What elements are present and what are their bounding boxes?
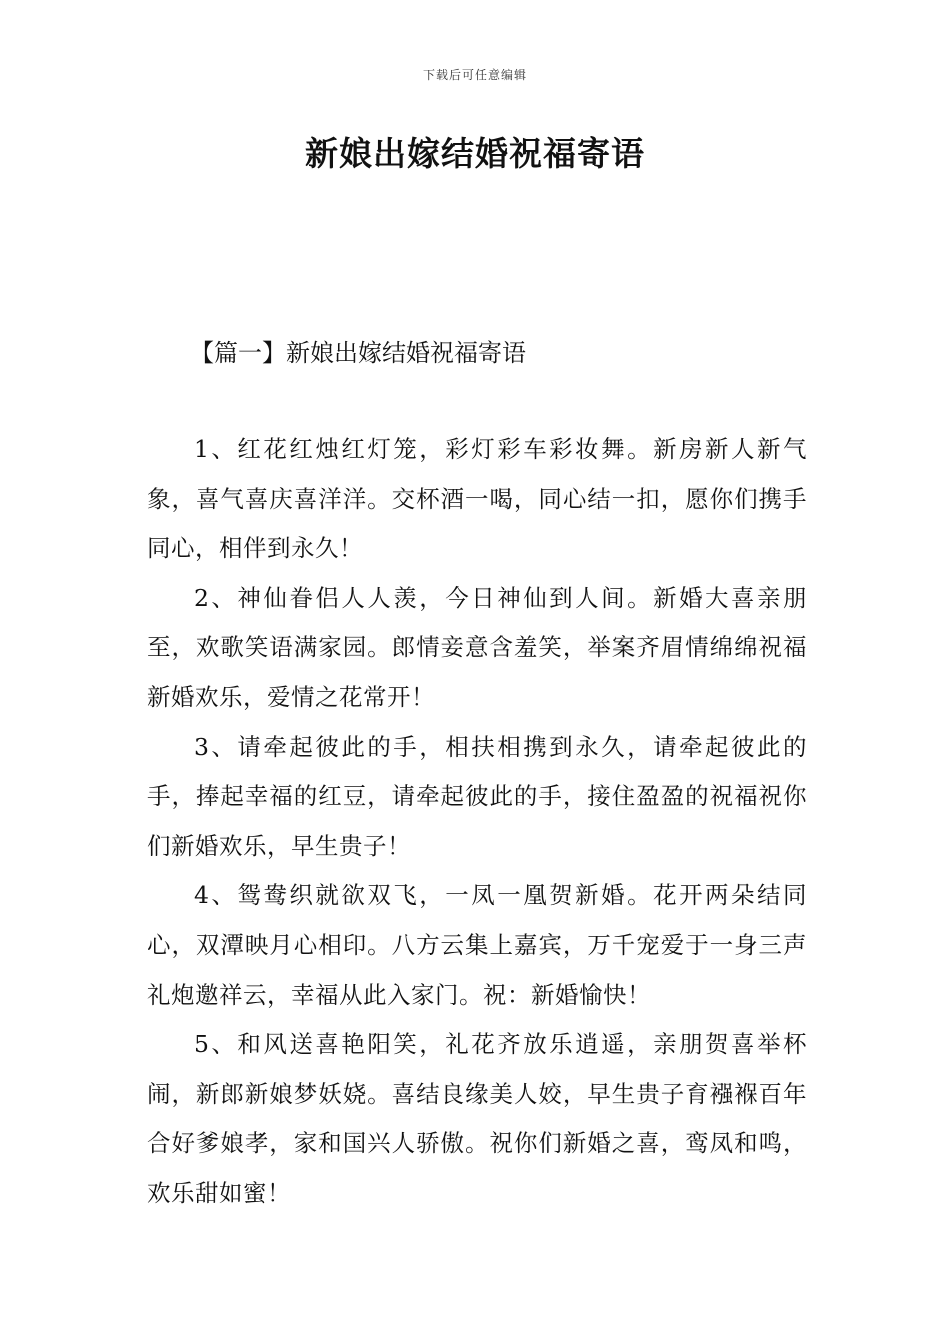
header-note: 下载后可任意编辑	[422, 68, 527, 82]
paragraph: 2、神仙眷侣人人羡，今日神仙到人间。新婚大喜亲朋至，欢歌笑语满家园。郎情妾意含羞笑，举案齐眉情绵绵祝福新婚欢乐，爱情之花常开！	[147, 583, 807, 711]
paragraph: 4、鸳鸯织就欲双飞，一凤一凰贺新婚。花开两朵结同心，双潭映月心相印。八方云集上嘉宾，万千宠爱于一身三声礼炮邀祥云，幸福从此入家门。祝：新婚愉快！	[147, 881, 807, 1009]
paragraph: 1、红花红烛红灯笼，彩灯彩车彩妆舞。新房新人新气象，喜气喜庆喜洋洋。交杯酒一喝，同心结一扣，愿你们携手同心，相伴到永久！	[147, 435, 807, 563]
section-heading: 【篇一】新娘出嫁结婚祝福寄语	[190, 339, 526, 367]
paragraph: 5、和风送喜艳阳笑，礼花齐放乐逍遥，亲朋贺喜举杯闹，新郎新娘梦妖娆。喜结良缘美人姣，早生贵子育襁褓百年合好爹娘孝，家和国兴人骄傲。祝你们新婚之喜，鸾凤和鸣，欢乐甜如蜜！	[147, 1030, 807, 1207]
paragraph: 3、请牵起彼此的手，相扶相携到永久，请牵起彼此的手，捧起幸福的红豆，请牵起彼此的手，接住盈盈的祝福祝你们新婚欢乐，早生贵子！	[147, 732, 807, 860]
body-text	[147, 425, 807, 1219]
document-title: 新娘出嫁结婚祝福寄语	[305, 134, 645, 173]
